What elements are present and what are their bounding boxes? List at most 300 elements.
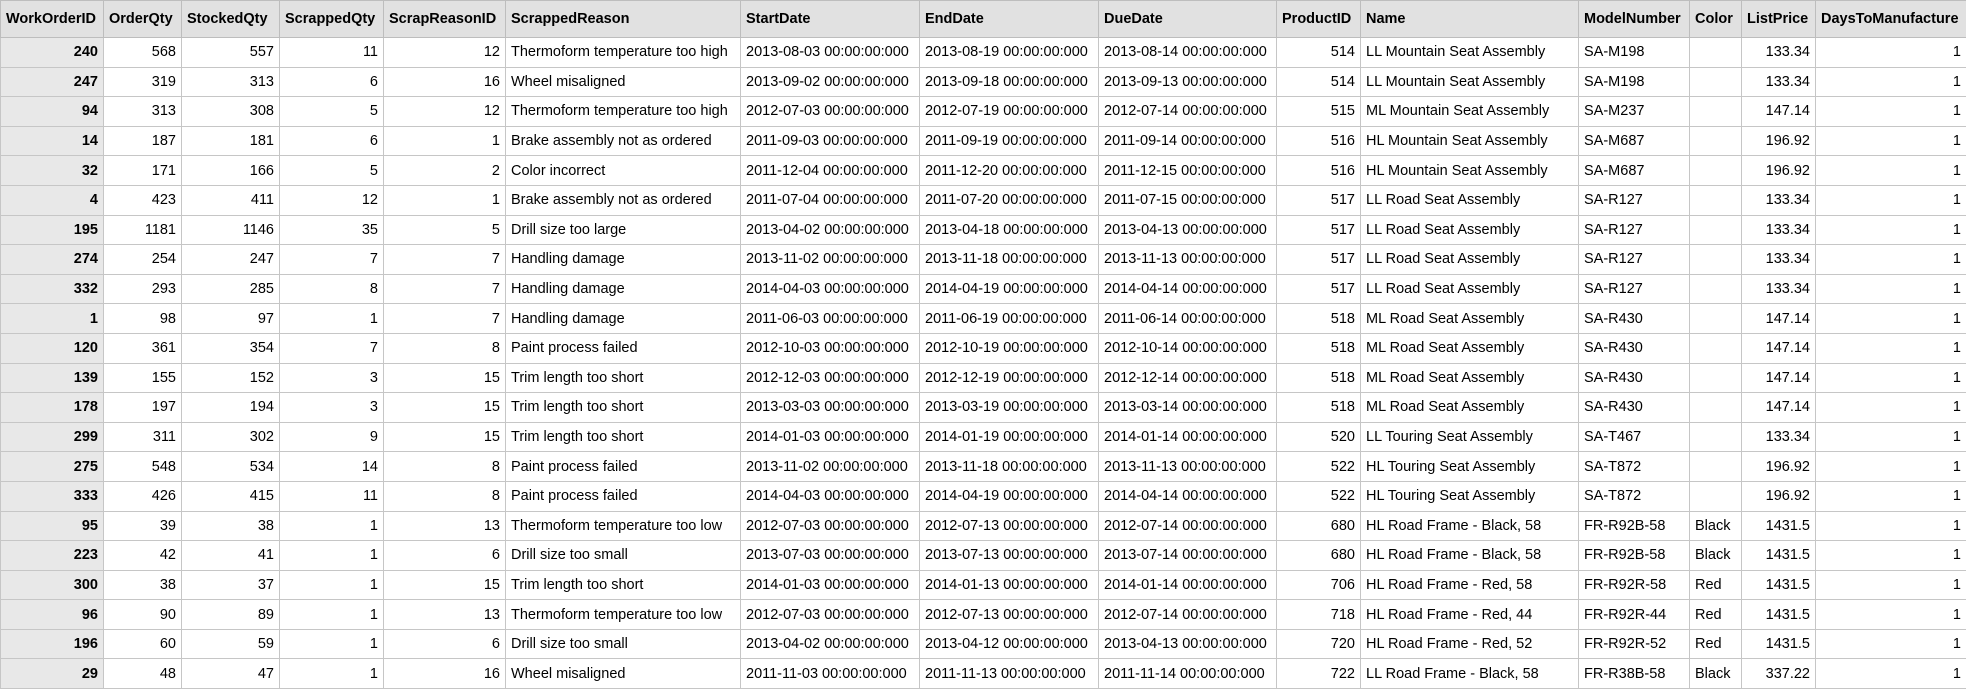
table-row[interactable]: [1, 304, 1966, 334]
cell-daystomanufacture[interactable]: 1: [1816, 422, 1966, 452]
cell-startdate[interactable]: 2014-01-03 00:00:00:000: [741, 570, 920, 600]
cell-scrapreasonid[interactable]: 7: [384, 274, 506, 304]
cell-productid[interactable]: 680: [1277, 511, 1361, 541]
cell-scrapreasonid[interactable]: 7: [384, 304, 506, 334]
cell-listprice[interactable]: 133.34: [1742, 215, 1816, 245]
cell-scrappedreason[interactable]: Paint process failed: [506, 333, 741, 363]
cell-name[interactable]: HL Road Frame - Red, 44: [1361, 600, 1579, 630]
cell-name[interactable]: LL Road Seat Assembly: [1361, 185, 1579, 215]
cell-orderqty[interactable]: 313: [104, 97, 182, 127]
cell-color[interactable]: [1690, 67, 1742, 97]
cell-scrapreasonid[interactable]: 13: [384, 600, 506, 630]
cell-modelnumber[interactable]: FR-R92R-52: [1579, 629, 1690, 659]
cell-color[interactable]: [1690, 185, 1742, 215]
cell-color[interactable]: [1690, 245, 1742, 275]
cell-scrappedqty[interactable]: 6: [280, 67, 384, 97]
cell-scrappedreason[interactable]: Handling damage: [506, 274, 741, 304]
cell-daystomanufacture[interactable]: 1: [1816, 156, 1966, 186]
cell-stockedqty[interactable]: 302: [182, 422, 280, 452]
cell-duedate[interactable]: 2013-09-13 00:00:00:000: [1099, 67, 1277, 97]
cell-workorderid[interactable]: 96: [1, 600, 104, 630]
cell-name[interactable]: HL Mountain Seat Assembly: [1361, 126, 1579, 156]
cell-productid[interactable]: 517: [1277, 185, 1361, 215]
cell-orderqty[interactable]: 60: [104, 629, 182, 659]
cell-modelnumber[interactable]: SA-R127: [1579, 185, 1690, 215]
cell-scrapreasonid[interactable]: 8: [384, 481, 506, 511]
cell-daystomanufacture[interactable]: 1: [1816, 245, 1966, 275]
cell-daystomanufacture[interactable]: 1: [1816, 511, 1966, 541]
cell-daystomanufacture[interactable]: 1: [1816, 481, 1966, 511]
cell-scrappedqty[interactable]: 7: [280, 333, 384, 363]
cell-duedate[interactable]: 2012-10-14 00:00:00:000: [1099, 333, 1277, 363]
cell-scrapreasonid[interactable]: 16: [384, 659, 506, 689]
table-row[interactable]: [1, 156, 1966, 186]
cell-stockedqty[interactable]: 181: [182, 126, 280, 156]
cell-orderqty[interactable]: 293: [104, 274, 182, 304]
cell-scrapreasonid[interactable]: 1: [384, 185, 506, 215]
cell-enddate[interactable]: 2013-09-18 00:00:00:000: [920, 67, 1099, 97]
cell-listprice[interactable]: 196.92: [1742, 481, 1816, 511]
cell-listprice[interactable]: 133.34: [1742, 422, 1816, 452]
cell-stockedqty[interactable]: 308: [182, 97, 280, 127]
cell-modelnumber[interactable]: SA-T872: [1579, 452, 1690, 482]
cell-scrappedreason[interactable]: Paint process failed: [506, 452, 741, 482]
cell-listprice[interactable]: 1431.5: [1742, 541, 1816, 571]
cell-stockedqty[interactable]: 557: [182, 38, 280, 68]
cell-orderqty[interactable]: 311: [104, 422, 182, 452]
cell-modelnumber[interactable]: FR-R92R-58: [1579, 570, 1690, 600]
cell-name[interactable]: LL Road Frame - Black, 58: [1361, 659, 1579, 689]
cell-listprice[interactable]: 337.22: [1742, 659, 1816, 689]
cell-scrappedqty[interactable]: 5: [280, 156, 384, 186]
cell-scrappedreason[interactable]: Drill size too small: [506, 541, 741, 571]
column-header-scrapreasonid[interactable]: ScrapReasonID: [384, 1, 506, 38]
table-row[interactable]: [1, 185, 1966, 215]
cell-orderqty[interactable]: 171: [104, 156, 182, 186]
cell-color[interactable]: [1690, 38, 1742, 68]
cell-productid[interactable]: 522: [1277, 452, 1361, 482]
cell-stockedqty[interactable]: 313: [182, 67, 280, 97]
cell-productid[interactable]: 518: [1277, 363, 1361, 393]
cell-stockedqty[interactable]: 285: [182, 274, 280, 304]
cell-color[interactable]: [1690, 97, 1742, 127]
cell-scrappedqty[interactable]: 8: [280, 274, 384, 304]
cell-name[interactable]: LL Road Seat Assembly: [1361, 215, 1579, 245]
cell-scrappedqty[interactable]: 1: [280, 511, 384, 541]
cell-name[interactable]: LL Mountain Seat Assembly: [1361, 67, 1579, 97]
cell-scrappedqty[interactable]: 6: [280, 126, 384, 156]
cell-workorderid[interactable]: 29: [1, 659, 104, 689]
cell-modelnumber[interactable]: SA-M198: [1579, 67, 1690, 97]
cell-productid[interactable]: 515: [1277, 97, 1361, 127]
cell-stockedqty[interactable]: 411: [182, 185, 280, 215]
cell-stockedqty[interactable]: 415: [182, 481, 280, 511]
cell-workorderid[interactable]: 196: [1, 629, 104, 659]
cell-orderqty[interactable]: 187: [104, 126, 182, 156]
cell-color[interactable]: [1690, 304, 1742, 334]
cell-workorderid[interactable]: 300: [1, 570, 104, 600]
cell-workorderid[interactable]: 95: [1, 511, 104, 541]
cell-enddate[interactable]: 2013-04-12 00:00:00:000: [920, 629, 1099, 659]
cell-listprice[interactable]: 196.92: [1742, 126, 1816, 156]
cell-daystomanufacture[interactable]: 1: [1816, 304, 1966, 334]
cell-modelnumber[interactable]: SA-T467: [1579, 422, 1690, 452]
cell-startdate[interactable]: 2013-08-03 00:00:00:000: [741, 38, 920, 68]
cell-listprice[interactable]: 1431.5: [1742, 570, 1816, 600]
cell-scrappedreason[interactable]: Handling damage: [506, 245, 741, 275]
cell-modelnumber[interactable]: FR-R92R-44: [1579, 600, 1690, 630]
cell-modelnumber[interactable]: SA-R127: [1579, 245, 1690, 275]
cell-daystomanufacture[interactable]: 1: [1816, 452, 1966, 482]
table-row[interactable]: [1, 363, 1966, 393]
cell-workorderid[interactable]: 332: [1, 274, 104, 304]
cell-scrappedreason[interactable]: Brake assembly not as ordered: [506, 126, 741, 156]
cell-orderqty[interactable]: 197: [104, 393, 182, 423]
table-row[interactable]: [1, 126, 1966, 156]
cell-workorderid[interactable]: 274: [1, 245, 104, 275]
cell-listprice[interactable]: 133.34: [1742, 245, 1816, 275]
cell-duedate[interactable]: 2014-01-14 00:00:00:000: [1099, 570, 1277, 600]
table-row[interactable]: [1, 393, 1966, 423]
cell-scrappedqty[interactable]: 1: [280, 541, 384, 571]
column-header-orderqty[interactable]: OrderQty: [104, 1, 182, 38]
cell-startdate[interactable]: 2013-11-02 00:00:00:000: [741, 452, 920, 482]
cell-name[interactable]: HL Road Frame - Red, 58: [1361, 570, 1579, 600]
cell-daystomanufacture[interactable]: 1: [1816, 541, 1966, 571]
cell-startdate[interactable]: 2013-04-02 00:00:00:000: [741, 215, 920, 245]
cell-enddate[interactable]: 2011-07-20 00:00:00:000: [920, 185, 1099, 215]
cell-scrappedqty[interactable]: 7: [280, 245, 384, 275]
table-row[interactable]: [1, 67, 1966, 97]
cell-scrapreasonid[interactable]: 2: [384, 156, 506, 186]
cell-listprice[interactable]: 147.14: [1742, 363, 1816, 393]
cell-startdate[interactable]: 2012-10-03 00:00:00:000: [741, 333, 920, 363]
cell-workorderid[interactable]: 94: [1, 97, 104, 127]
cell-startdate[interactable]: 2012-07-03 00:00:00:000: [741, 600, 920, 630]
cell-productid[interactable]: 517: [1277, 245, 1361, 275]
cell-productid[interactable]: 706: [1277, 570, 1361, 600]
cell-daystomanufacture[interactable]: 1: [1816, 363, 1966, 393]
column-header-workorderid[interactable]: WorkOrderID: [1, 1, 104, 38]
cell-listprice[interactable]: 133.34: [1742, 67, 1816, 97]
cell-orderqty[interactable]: 361: [104, 333, 182, 363]
table-row[interactable]: [1, 215, 1966, 245]
cell-productid[interactable]: 514: [1277, 67, 1361, 97]
cell-modelnumber[interactable]: SA-R430: [1579, 363, 1690, 393]
cell-name[interactable]: LL Mountain Seat Assembly: [1361, 38, 1579, 68]
cell-orderqty[interactable]: 38: [104, 570, 182, 600]
cell-startdate[interactable]: 2012-07-03 00:00:00:000: [741, 511, 920, 541]
column-header-startdate[interactable]: StartDate: [741, 1, 920, 38]
cell-name[interactable]: ML Mountain Seat Assembly: [1361, 97, 1579, 127]
cell-color[interactable]: [1690, 274, 1742, 304]
cell-scrapreasonid[interactable]: 16: [384, 67, 506, 97]
cell-enddate[interactable]: 2013-08-19 00:00:00:000: [920, 38, 1099, 68]
cell-color[interactable]: Black: [1690, 511, 1742, 541]
cell-workorderid[interactable]: 14: [1, 126, 104, 156]
cell-scrappedqty[interactable]: 5: [280, 97, 384, 127]
cell-startdate[interactable]: 2013-07-03 00:00:00:000: [741, 541, 920, 571]
cell-startdate[interactable]: 2014-04-03 00:00:00:000: [741, 274, 920, 304]
table-row[interactable]: [1, 452, 1966, 482]
cell-daystomanufacture[interactable]: 1: [1816, 97, 1966, 127]
cell-enddate[interactable]: 2013-03-19 00:00:00:000: [920, 393, 1099, 423]
cell-modelnumber[interactable]: FR-R38B-58: [1579, 659, 1690, 689]
cell-color[interactable]: [1690, 452, 1742, 482]
cell-daystomanufacture[interactable]: 1: [1816, 185, 1966, 215]
cell-scrappedreason[interactable]: Handling damage: [506, 304, 741, 334]
cell-stockedqty[interactable]: 534: [182, 452, 280, 482]
cell-color[interactable]: [1690, 215, 1742, 245]
cell-listprice[interactable]: 1431.5: [1742, 629, 1816, 659]
cell-orderqty[interactable]: 155: [104, 363, 182, 393]
cell-name[interactable]: ML Road Seat Assembly: [1361, 333, 1579, 363]
cell-daystomanufacture[interactable]: 1: [1816, 659, 1966, 689]
cell-workorderid[interactable]: 247: [1, 67, 104, 97]
cell-scrappedqty[interactable]: 35: [280, 215, 384, 245]
cell-color[interactable]: [1690, 481, 1742, 511]
cell-startdate[interactable]: 2011-09-03 00:00:00:000: [741, 126, 920, 156]
cell-productid[interactable]: 680: [1277, 541, 1361, 571]
cell-scrappedqty[interactable]: 1: [280, 304, 384, 334]
cell-duedate[interactable]: 2013-04-13 00:00:00:000: [1099, 215, 1277, 245]
cell-workorderid[interactable]: 223: [1, 541, 104, 571]
column-header-scrappedqty[interactable]: ScrappedQty: [280, 1, 384, 38]
cell-enddate[interactable]: 2014-01-13 00:00:00:000: [920, 570, 1099, 600]
cell-workorderid[interactable]: 4: [1, 185, 104, 215]
cell-listprice[interactable]: 147.14: [1742, 97, 1816, 127]
cell-scrapreasonid[interactable]: 15: [384, 422, 506, 452]
table-row[interactable]: [1, 511, 1966, 541]
cell-scrappedqty[interactable]: 11: [280, 38, 384, 68]
cell-listprice[interactable]: 147.14: [1742, 304, 1816, 334]
cell-modelnumber[interactable]: SA-M237: [1579, 97, 1690, 127]
cell-startdate[interactable]: 2013-04-02 00:00:00:000: [741, 629, 920, 659]
cell-orderqty[interactable]: 98: [104, 304, 182, 334]
cell-productid[interactable]: 517: [1277, 215, 1361, 245]
column-header-productid[interactable]: ProductID: [1277, 1, 1361, 38]
cell-enddate[interactable]: 2012-07-19 00:00:00:000: [920, 97, 1099, 127]
cell-scrapreasonid[interactable]: 7: [384, 245, 506, 275]
cell-listprice[interactable]: 133.34: [1742, 274, 1816, 304]
cell-stockedqty[interactable]: 166: [182, 156, 280, 186]
cell-scrapreasonid[interactable]: 1: [384, 126, 506, 156]
cell-startdate[interactable]: 2012-07-03 00:00:00:000: [741, 97, 920, 127]
cell-stockedqty[interactable]: 47: [182, 659, 280, 689]
cell-stockedqty[interactable]: 41: [182, 541, 280, 571]
cell-productid[interactable]: 518: [1277, 304, 1361, 334]
cell-workorderid[interactable]: 275: [1, 452, 104, 482]
cell-color[interactable]: Black: [1690, 541, 1742, 571]
cell-daystomanufacture[interactable]: 1: [1816, 38, 1966, 68]
cell-productid[interactable]: 720: [1277, 629, 1361, 659]
cell-orderqty[interactable]: 48: [104, 659, 182, 689]
cell-modelnumber[interactable]: SA-M687: [1579, 126, 1690, 156]
cell-productid[interactable]: 522: [1277, 481, 1361, 511]
cell-duedate[interactable]: 2014-04-14 00:00:00:000: [1099, 274, 1277, 304]
cell-stockedqty[interactable]: 97: [182, 304, 280, 334]
cell-color[interactable]: [1690, 126, 1742, 156]
cell-duedate[interactable]: 2011-09-14 00:00:00:000: [1099, 126, 1277, 156]
cell-scrapreasonid[interactable]: 6: [384, 629, 506, 659]
cell-startdate[interactable]: 2011-06-03 00:00:00:000: [741, 304, 920, 334]
cell-scrappedqty[interactable]: 12: [280, 185, 384, 215]
cell-modelnumber[interactable]: FR-R92B-58: [1579, 511, 1690, 541]
cell-orderqty[interactable]: 319: [104, 67, 182, 97]
cell-modelnumber[interactable]: SA-R430: [1579, 333, 1690, 363]
cell-scrappedqty[interactable]: 14: [280, 452, 384, 482]
cell-enddate[interactable]: 2013-04-18 00:00:00:000: [920, 215, 1099, 245]
cell-orderqty[interactable]: 254: [104, 245, 182, 275]
cell-enddate[interactable]: 2012-10-19 00:00:00:000: [920, 333, 1099, 363]
cell-scrapreasonid[interactable]: 8: [384, 333, 506, 363]
cell-name[interactable]: LL Road Seat Assembly: [1361, 245, 1579, 275]
cell-daystomanufacture[interactable]: 1: [1816, 629, 1966, 659]
cell-scrappedqty[interactable]: 1: [280, 570, 384, 600]
cell-productid[interactable]: 514: [1277, 38, 1361, 68]
cell-scrappedreason[interactable]: Brake assembly not as ordered: [506, 185, 741, 215]
cell-stockedqty[interactable]: 354: [182, 333, 280, 363]
cell-duedate[interactable]: 2014-04-14 00:00:00:000: [1099, 481, 1277, 511]
cell-scrappedqty[interactable]: 3: [280, 393, 384, 423]
table-row[interactable]: [1, 541, 1966, 571]
cell-modelnumber[interactable]: FR-R92B-58: [1579, 541, 1690, 571]
cell-scrappedqty[interactable]: 9: [280, 422, 384, 452]
cell-scrappedqty[interactable]: 3: [280, 363, 384, 393]
table-row[interactable]: [1, 38, 1966, 68]
cell-scrapreasonid[interactable]: 15: [384, 393, 506, 423]
cell-daystomanufacture[interactable]: 1: [1816, 333, 1966, 363]
cell-duedate[interactable]: 2013-07-14 00:00:00:000: [1099, 541, 1277, 571]
cell-name[interactable]: LL Road Seat Assembly: [1361, 274, 1579, 304]
cell-scrapreasonid[interactable]: 12: [384, 38, 506, 68]
cell-duedate[interactable]: 2011-06-14 00:00:00:000: [1099, 304, 1277, 334]
cell-modelnumber[interactable]: SA-R127: [1579, 274, 1690, 304]
cell-daystomanufacture[interactable]: 1: [1816, 126, 1966, 156]
table-row[interactable]: [1, 422, 1966, 452]
cell-duedate[interactable]: 2013-11-13 00:00:00:000: [1099, 452, 1277, 482]
cell-duedate[interactable]: 2012-07-14 00:00:00:000: [1099, 97, 1277, 127]
cell-scrappedreason[interactable]: Thermoform temperature too low: [506, 511, 741, 541]
cell-daystomanufacture[interactable]: 1: [1816, 393, 1966, 423]
cell-stockedqty[interactable]: 247: [182, 245, 280, 275]
cell-enddate[interactable]: 2013-11-18 00:00:00:000: [920, 452, 1099, 482]
cell-modelnumber[interactable]: SA-M198: [1579, 38, 1690, 68]
cell-scrappedqty[interactable]: 1: [280, 659, 384, 689]
cell-duedate[interactable]: 2011-07-15 00:00:00:000: [1099, 185, 1277, 215]
cell-duedate[interactable]: 2013-03-14 00:00:00:000: [1099, 393, 1277, 423]
table-row[interactable]: [1, 600, 1966, 630]
cell-stockedqty[interactable]: 37: [182, 570, 280, 600]
cell-color[interactable]: Black: [1690, 659, 1742, 689]
cell-scrapreasonid[interactable]: 6: [384, 541, 506, 571]
cell-modelnumber[interactable]: SA-R127: [1579, 215, 1690, 245]
cell-name[interactable]: ML Road Seat Assembly: [1361, 304, 1579, 334]
column-header-scrappedreason[interactable]: ScrappedReason: [506, 1, 741, 38]
cell-scrappedreason[interactable]: Drill size too small: [506, 629, 741, 659]
cell-workorderid[interactable]: 195: [1, 215, 104, 245]
cell-enddate[interactable]: 2012-07-13 00:00:00:000: [920, 600, 1099, 630]
cell-productid[interactable]: 518: [1277, 393, 1361, 423]
cell-listprice[interactable]: 196.92: [1742, 156, 1816, 186]
cell-name[interactable]: HL Road Frame - Black, 58: [1361, 541, 1579, 571]
cell-scrapreasonid[interactable]: 15: [384, 570, 506, 600]
cell-scrappedreason[interactable]: Trim length too short: [506, 422, 741, 452]
cell-daystomanufacture[interactable]: 1: [1816, 274, 1966, 304]
cell-duedate[interactable]: 2013-08-14 00:00:00:000: [1099, 38, 1277, 68]
cell-color[interactable]: [1690, 156, 1742, 186]
cell-workorderid[interactable]: 299: [1, 422, 104, 452]
cell-scrappedreason[interactable]: Trim length too short: [506, 363, 741, 393]
cell-stockedqty[interactable]: 1146: [182, 215, 280, 245]
cell-enddate[interactable]: 2011-11-13 00:00:00:000: [920, 659, 1099, 689]
column-header-enddate[interactable]: EndDate: [920, 1, 1099, 38]
cell-name[interactable]: LL Touring Seat Assembly: [1361, 422, 1579, 452]
cell-workorderid[interactable]: 333: [1, 481, 104, 511]
cell-orderqty[interactable]: 42: [104, 541, 182, 571]
cell-orderqty[interactable]: 548: [104, 452, 182, 482]
cell-workorderid[interactable]: 120: [1, 333, 104, 363]
cell-listprice[interactable]: 196.92: [1742, 452, 1816, 482]
cell-duedate[interactable]: 2012-12-14 00:00:00:000: [1099, 363, 1277, 393]
cell-orderqty[interactable]: 423: [104, 185, 182, 215]
cell-stockedqty[interactable]: 38: [182, 511, 280, 541]
cell-startdate[interactable]: 2014-04-03 00:00:00:000: [741, 481, 920, 511]
cell-startdate[interactable]: 2013-03-03 00:00:00:000: [741, 393, 920, 423]
cell-listprice[interactable]: 133.34: [1742, 38, 1816, 68]
cell-scrappedreason[interactable]: Trim length too short: [506, 570, 741, 600]
cell-name[interactable]: ML Road Seat Assembly: [1361, 363, 1579, 393]
cell-productid[interactable]: 520: [1277, 422, 1361, 452]
cell-listprice[interactable]: 133.34: [1742, 185, 1816, 215]
column-header-stockedqty[interactable]: StockedQty: [182, 1, 280, 38]
cell-orderqty[interactable]: 90: [104, 600, 182, 630]
cell-workorderid[interactable]: 139: [1, 363, 104, 393]
cell-scrapreasonid[interactable]: 5: [384, 215, 506, 245]
cell-productid[interactable]: 516: [1277, 126, 1361, 156]
cell-enddate[interactable]: 2012-07-13 00:00:00:000: [920, 511, 1099, 541]
cell-productid[interactable]: 518: [1277, 333, 1361, 363]
cell-enddate[interactable]: 2014-04-19 00:00:00:000: [920, 481, 1099, 511]
cell-scrappedreason[interactable]: Thermoform temperature too low: [506, 600, 741, 630]
cell-color[interactable]: Red: [1690, 629, 1742, 659]
cell-color[interactable]: [1690, 393, 1742, 423]
cell-duedate[interactable]: 2011-11-14 00:00:00:000: [1099, 659, 1277, 689]
column-header-color[interactable]: Color: [1690, 1, 1742, 38]
cell-enddate[interactable]: 2012-12-19 00:00:00:000: [920, 363, 1099, 393]
cell-modelnumber[interactable]: SA-M687: [1579, 156, 1690, 186]
cell-workorderid[interactable]: 1: [1, 304, 104, 334]
table-row[interactable]: [1, 659, 1966, 689]
cell-color[interactable]: [1690, 363, 1742, 393]
cell-name[interactable]: HL Road Frame - Black, 58: [1361, 511, 1579, 541]
cell-scrappedreason[interactable]: Thermoform temperature too high: [506, 97, 741, 127]
table-row[interactable]: [1, 570, 1966, 600]
cell-enddate[interactable]: 2014-01-19 00:00:00:000: [920, 422, 1099, 452]
cell-scrappedreason[interactable]: Trim length too short: [506, 393, 741, 423]
cell-listprice[interactable]: 147.14: [1742, 393, 1816, 423]
cell-daystomanufacture[interactable]: 1: [1816, 215, 1966, 245]
cell-duedate[interactable]: 2012-07-14 00:00:00:000: [1099, 511, 1277, 541]
cell-scrappedqty[interactable]: 1: [280, 600, 384, 630]
cell-workorderid[interactable]: 240: [1, 38, 104, 68]
cell-scrappedreason[interactable]: Wheel misaligned: [506, 67, 741, 97]
cell-workorderid[interactable]: 32: [1, 156, 104, 186]
cell-scrappedreason[interactable]: Wheel misaligned: [506, 659, 741, 689]
cell-startdate[interactable]: 2013-09-02 00:00:00:000: [741, 67, 920, 97]
cell-orderqty[interactable]: 39: [104, 511, 182, 541]
cell-duedate[interactable]: 2012-07-14 00:00:00:000: [1099, 600, 1277, 630]
